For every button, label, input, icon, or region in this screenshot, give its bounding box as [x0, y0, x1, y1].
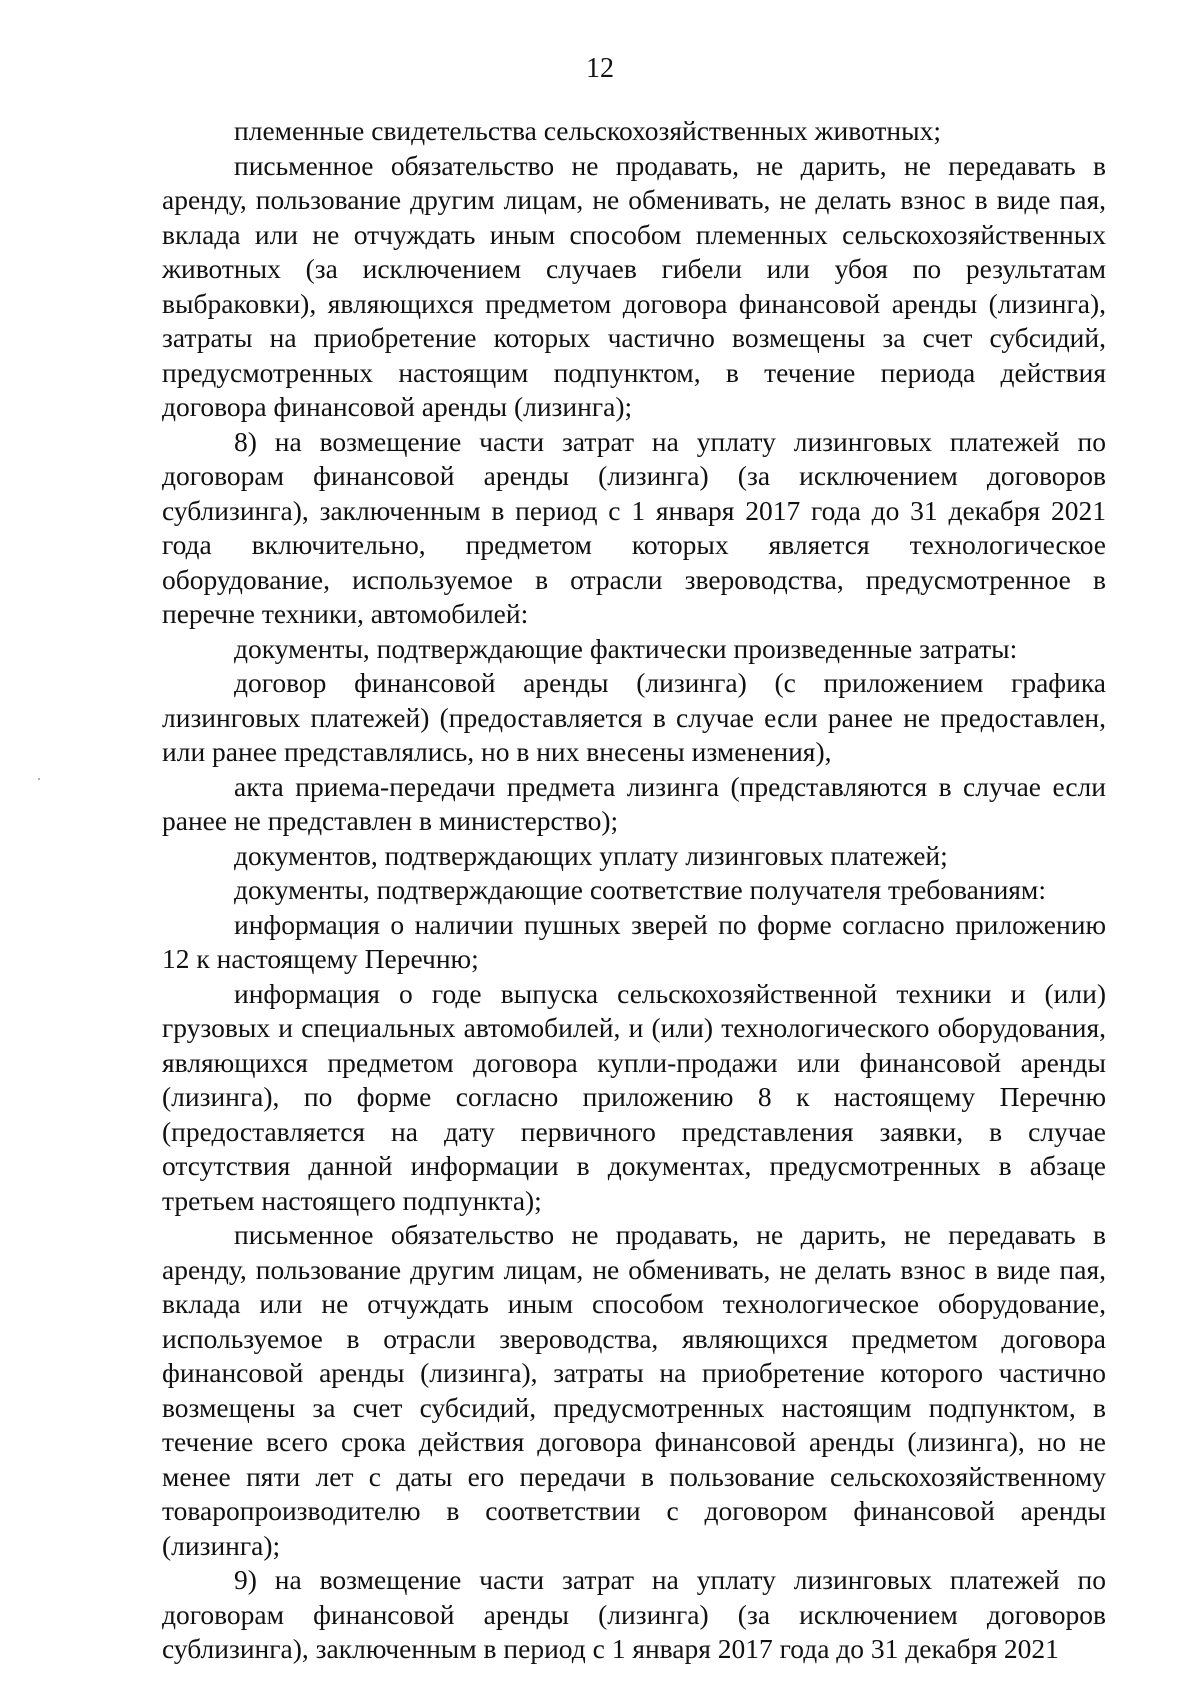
paragraph-compliance-documents: документы, подтверждающие соответствие получателя требованиям:: [234, 874, 1046, 905]
paragraph-cost-documents: документы, подтверждающие фактически произведенные затраты:: [234, 632, 1018, 664]
paragraph-item-9: 9) на возмещение части затрат на уплату лизинговых платежей по договорам финансовой аренды (лизинга) (за исключением договоров сублизинга), заключенным в период с 1 января 2017 года до 31 декабря 2021: [162, 1564, 1106, 1664]
paragraph-obligation-equipment: письменное обязательство не продавать, не дарить, не передавать в аренду, пользование другим лицам, не обменивать, не делать взнос в виде пая, вклада или не отчуждать иным способом технологическое оборудование, используемое в отрасли звероводства, являющихся предметом договора финансовой аренды (лизинга), затраты на приобретение которого частично возмещены за счет субсидий, предусмотренных настоящим подпунктом, в течение всего срока действия договора финансовой аренды (лизинга), но не менее пяти лет с даты его передачи в пользование сельскохозяйственному товаропроизводителю в соответствии с договором финансовой аренды (лизинга);: [162, 1219, 1106, 1561]
paragraph-item-8: 8) на возмещение части затрат на уплату лизинговых платежей по договорам финансовой аренды (лизинга) (за исключением договоров сублизинга), заключенным в период с 1 января 2017 года до 31 декабря 2021 года включительно, предметом которых является технологическое оборудование, используемое в отрасли звероводства, предусмотренное в перечне техники, автомобилей:: [162, 425, 1106, 629]
paragraph-breeding-certificates: племенные свидетельства сельскохозяйственных животных;: [234, 115, 941, 146]
scan-speck: [38, 778, 40, 780]
document-body: [162, 114, 1106, 1667]
paragraph-obligation-breeding-animals: письменное обязательство не продавать, не дарить, не передавать в аренду, пользование другим лицам, не обменивать, не делать взнос в виде пая, вклада или не отчуждать иным способом племенных сельскохозяйственных животных (за исключением случаев гибели или убоя по результатам выбраковки), являющихся предметом договора финансовой аренды (лизинга), затраты на приобретение которых частично возмещены за счет субсидий, предусмотренных настоящим подпунктом, в течение периода действия договора финансовой аренды (лизинга);: [162, 149, 1106, 422]
paragraph-acceptance-act: акта приема-передачи предмета лизинга (представляются в случае если ранее не представлен в министерство);: [162, 770, 1106, 836]
paragraph-leasing-contract: договор финансовой аренды (лизинга) (с приложением графика лизинговых платежей) (предоставляется в случае если ранее не предоставлен, или ранее представлялись, но в них внесены изменения),: [162, 667, 1106, 767]
page-number: 12: [586, 53, 614, 84]
paragraph-manufacture-year-info: информация о годе выпуска сельскохозяйственной техники и (или) грузовых и специальных автомобилей, и (или) технологического оборудования, являющихся предметом договора купли-продажи или финансовой аренды (лизинга), по форме согласно приложению 8 к настоящему Перечню (предоставляется на дату первичного представления заявки, в случае отсутствия данной информации в документах, предусмотренных в абзаце третьем настоящего подпункта);: [162, 977, 1106, 1216]
paragraph-payment-documents: документов, подтверждающих уплату лизинговых платежей;: [234, 839, 948, 871]
paragraph-fur-animals-info: информация о наличии пушных зверей по форме согласно приложению 12 к настоящему Перечню;: [162, 908, 1106, 974]
